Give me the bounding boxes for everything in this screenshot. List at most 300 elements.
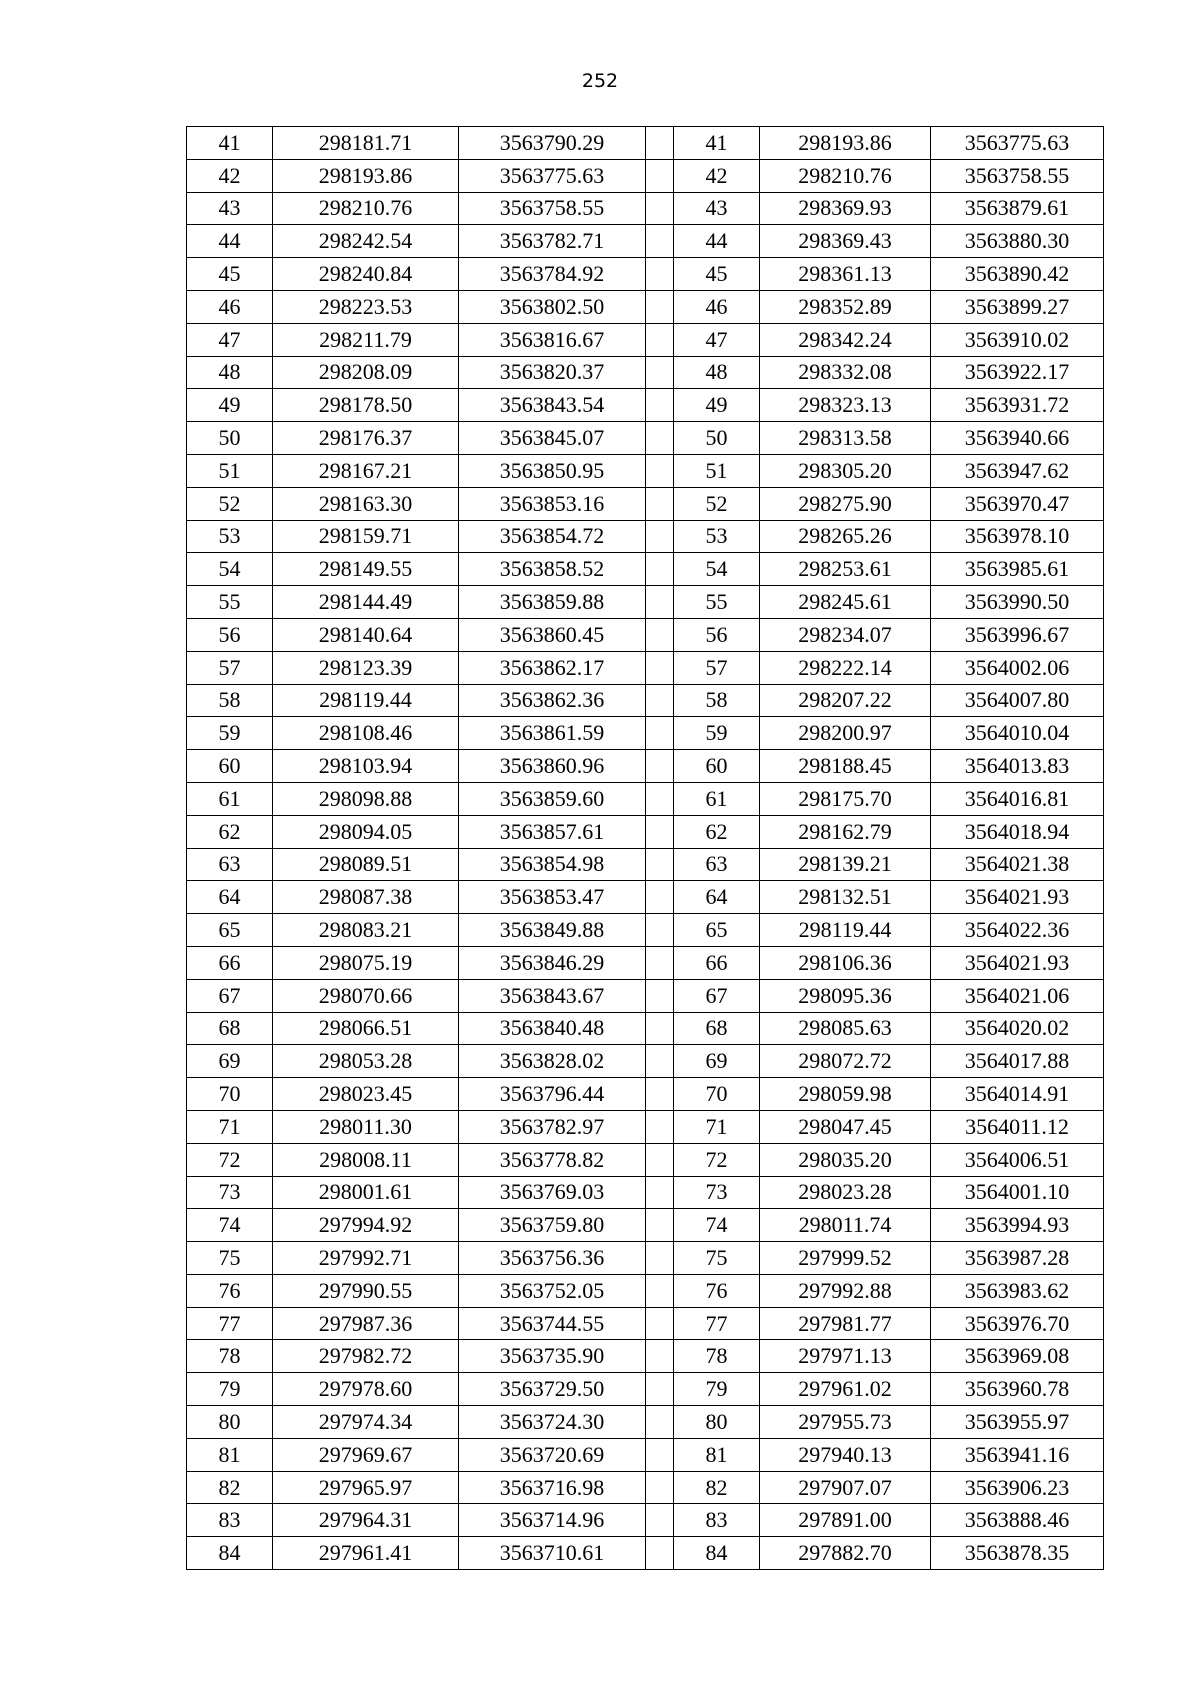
separator-cell — [646, 618, 674, 651]
left-point-number: 64 — [187, 881, 273, 914]
left-point-number: 77 — [187, 1307, 273, 1340]
table-row — [187, 520, 1104, 553]
right-y-coordinate: 3563775.63 — [931, 127, 1104, 160]
left-x-coordinate: 297987.36 — [273, 1307, 459, 1340]
left-point-number: 50 — [187, 422, 273, 455]
table-row — [187, 225, 1104, 258]
right-y-coordinate: 3563878.35 — [931, 1537, 1104, 1570]
separator-cell — [646, 356, 674, 389]
left-x-coordinate: 297969.67 — [273, 1438, 459, 1471]
right-x-coordinate: 298265.26 — [760, 520, 931, 553]
right-point-number: 54 — [674, 553, 760, 586]
right-x-coordinate: 297961.02 — [760, 1373, 931, 1406]
right-x-coordinate: 298253.61 — [760, 553, 931, 586]
table-row — [187, 192, 1104, 225]
left-point-number: 58 — [187, 684, 273, 717]
left-y-coordinate: 3563710.61 — [459, 1537, 646, 1570]
right-point-number: 56 — [674, 618, 760, 651]
left-point-number: 59 — [187, 717, 273, 750]
left-point-number: 52 — [187, 487, 273, 520]
left-y-coordinate: 3563769.03 — [459, 1176, 646, 1209]
left-y-coordinate: 3563729.50 — [459, 1373, 646, 1406]
table-row — [187, 1537, 1104, 1570]
table-row — [187, 717, 1104, 750]
left-x-coordinate: 298176.37 — [273, 422, 459, 455]
left-y-coordinate: 3563854.98 — [459, 848, 646, 881]
table-row — [187, 290, 1104, 323]
left-x-coordinate: 298140.64 — [273, 618, 459, 651]
right-y-coordinate: 3563970.47 — [931, 487, 1104, 520]
left-point-number: 78 — [187, 1340, 273, 1373]
right-y-coordinate: 3563931.72 — [931, 389, 1104, 422]
left-point-number: 65 — [187, 914, 273, 947]
left-point-number: 56 — [187, 618, 273, 651]
left-point-number: 67 — [187, 979, 273, 1012]
right-x-coordinate: 298352.89 — [760, 290, 931, 323]
right-y-coordinate: 3563758.55 — [931, 159, 1104, 192]
left-point-number: 75 — [187, 1242, 273, 1275]
right-y-coordinate: 3563985.61 — [931, 553, 1104, 586]
left-point-number: 83 — [187, 1504, 273, 1537]
left-x-coordinate: 298181.71 — [273, 127, 459, 160]
right-point-number: 58 — [674, 684, 760, 717]
left-x-coordinate: 298001.61 — [273, 1176, 459, 1209]
left-y-coordinate: 3563859.88 — [459, 586, 646, 619]
right-point-number: 47 — [674, 323, 760, 356]
right-point-number: 69 — [674, 1045, 760, 1078]
right-y-coordinate: 3564013.83 — [931, 750, 1104, 783]
left-y-coordinate: 3563843.67 — [459, 979, 646, 1012]
table-row — [187, 1406, 1104, 1439]
left-x-coordinate: 297992.71 — [273, 1242, 459, 1275]
right-x-coordinate: 298207.22 — [760, 684, 931, 717]
left-y-coordinate: 3563816.67 — [459, 323, 646, 356]
separator-cell — [646, 225, 674, 258]
right-x-coordinate: 297882.70 — [760, 1537, 931, 1570]
separator-cell — [646, 881, 674, 914]
left-point-number: 54 — [187, 553, 273, 586]
left-point-number: 79 — [187, 1373, 273, 1406]
table-row — [187, 684, 1104, 717]
right-x-coordinate: 298210.76 — [760, 159, 931, 192]
right-y-coordinate: 3564010.04 — [931, 717, 1104, 750]
separator-cell — [646, 1340, 674, 1373]
right-y-coordinate: 3563996.67 — [931, 618, 1104, 651]
left-y-coordinate: 3563857.61 — [459, 815, 646, 848]
right-point-number: 77 — [674, 1307, 760, 1340]
left-y-coordinate: 3563724.30 — [459, 1406, 646, 1439]
left-point-number: 46 — [187, 290, 273, 323]
right-point-number: 46 — [674, 290, 760, 323]
separator-cell — [646, 684, 674, 717]
right-y-coordinate: 3563969.08 — [931, 1340, 1104, 1373]
left-point-number: 70 — [187, 1078, 273, 1111]
left-x-coordinate: 298070.66 — [273, 979, 459, 1012]
right-x-coordinate: 298035.20 — [760, 1143, 931, 1176]
table-row — [187, 389, 1104, 422]
table-row — [187, 159, 1104, 192]
left-y-coordinate: 3563775.63 — [459, 159, 646, 192]
right-x-coordinate: 298193.86 — [760, 127, 931, 160]
left-x-coordinate: 298098.88 — [273, 782, 459, 815]
left-x-coordinate: 298211.79 — [273, 323, 459, 356]
left-point-number: 81 — [187, 1438, 273, 1471]
left-y-coordinate: 3563860.45 — [459, 618, 646, 651]
right-point-number: 59 — [674, 717, 760, 750]
left-x-coordinate: 298123.39 — [273, 651, 459, 684]
table-row — [187, 1143, 1104, 1176]
right-x-coordinate: 298275.90 — [760, 487, 931, 520]
left-y-coordinate: 3563784.92 — [459, 258, 646, 291]
separator-cell — [646, 1471, 674, 1504]
left-y-coordinate: 3563714.96 — [459, 1504, 646, 1537]
left-x-coordinate: 298094.05 — [273, 815, 459, 848]
left-y-coordinate: 3563862.17 — [459, 651, 646, 684]
right-y-coordinate: 3564021.38 — [931, 848, 1104, 881]
table-row — [187, 553, 1104, 586]
left-x-coordinate: 298167.21 — [273, 454, 459, 487]
right-point-number: 55 — [674, 586, 760, 619]
right-y-coordinate: 3563947.62 — [931, 454, 1104, 487]
left-y-coordinate: 3563854.72 — [459, 520, 646, 553]
separator-cell — [646, 1274, 674, 1307]
left-x-coordinate: 297994.92 — [273, 1209, 459, 1242]
right-y-coordinate: 3563990.50 — [931, 586, 1104, 619]
left-y-coordinate: 3563859.60 — [459, 782, 646, 815]
right-point-number: 70 — [674, 1078, 760, 1111]
right-x-coordinate: 298162.79 — [760, 815, 931, 848]
left-y-coordinate: 3563858.52 — [459, 553, 646, 586]
right-y-coordinate: 3563955.97 — [931, 1406, 1104, 1439]
right-x-coordinate: 298119.44 — [760, 914, 931, 947]
table-row — [187, 1110, 1104, 1143]
left-x-coordinate: 298011.30 — [273, 1110, 459, 1143]
left-y-coordinate: 3563778.82 — [459, 1143, 646, 1176]
separator-cell — [646, 979, 674, 1012]
left-point-number: 47 — [187, 323, 273, 356]
right-point-number: 80 — [674, 1406, 760, 1439]
left-y-coordinate: 3563796.44 — [459, 1078, 646, 1111]
table-row — [187, 848, 1104, 881]
right-y-coordinate: 3564007.80 — [931, 684, 1104, 717]
left-y-coordinate: 3563840.48 — [459, 1012, 646, 1045]
table-row — [187, 487, 1104, 520]
left-point-number: 42 — [187, 159, 273, 192]
table-row — [187, 422, 1104, 455]
table-row — [187, 454, 1104, 487]
right-y-coordinate: 3563994.93 — [931, 1209, 1104, 1242]
table-row — [187, 1078, 1104, 1111]
separator-cell — [646, 258, 674, 291]
right-x-coordinate: 298305.20 — [760, 454, 931, 487]
left-y-coordinate: 3563843.54 — [459, 389, 646, 422]
right-y-coordinate: 3563987.28 — [931, 1242, 1104, 1275]
right-x-coordinate: 298047.45 — [760, 1110, 931, 1143]
left-x-coordinate: 298210.76 — [273, 192, 459, 225]
left-point-number: 82 — [187, 1471, 273, 1504]
separator-cell — [646, 159, 674, 192]
separator-cell — [646, 192, 674, 225]
left-y-coordinate: 3563782.97 — [459, 1110, 646, 1143]
separator-cell — [646, 1110, 674, 1143]
right-x-coordinate: 298234.07 — [760, 618, 931, 651]
left-point-number: 62 — [187, 815, 273, 848]
left-point-number: 44 — [187, 225, 273, 258]
left-y-coordinate: 3563735.90 — [459, 1340, 646, 1373]
left-y-coordinate: 3563853.16 — [459, 487, 646, 520]
left-point-number: 53 — [187, 520, 273, 553]
right-x-coordinate: 297981.77 — [760, 1307, 931, 1340]
left-x-coordinate: 297974.34 — [273, 1406, 459, 1439]
right-point-number: 53 — [674, 520, 760, 553]
separator-cell — [646, 454, 674, 487]
left-x-coordinate: 298103.94 — [273, 750, 459, 783]
right-point-number: 49 — [674, 389, 760, 422]
right-x-coordinate: 297955.73 — [760, 1406, 931, 1439]
right-point-number: 83 — [674, 1504, 760, 1537]
right-point-number: 78 — [674, 1340, 760, 1373]
separator-cell — [646, 127, 674, 160]
right-point-number: 79 — [674, 1373, 760, 1406]
right-y-coordinate: 3564002.06 — [931, 651, 1104, 684]
right-x-coordinate: 297971.13 — [760, 1340, 931, 1373]
separator-cell — [646, 1373, 674, 1406]
left-x-coordinate: 297964.31 — [273, 1504, 459, 1537]
table-row — [187, 946, 1104, 979]
right-y-coordinate: 3564014.91 — [931, 1078, 1104, 1111]
right-point-number: 51 — [674, 454, 760, 487]
left-x-coordinate: 298053.28 — [273, 1045, 459, 1078]
separator-cell — [646, 1242, 674, 1275]
table-row — [187, 258, 1104, 291]
right-y-coordinate: 3563983.62 — [931, 1274, 1104, 1307]
table-row — [187, 1176, 1104, 1209]
left-y-coordinate: 3563820.37 — [459, 356, 646, 389]
left-point-number: 73 — [187, 1176, 273, 1209]
left-x-coordinate: 298108.46 — [273, 717, 459, 750]
left-x-coordinate: 298242.54 — [273, 225, 459, 258]
left-x-coordinate: 298240.84 — [273, 258, 459, 291]
right-x-coordinate: 298369.43 — [760, 225, 931, 258]
left-y-coordinate: 3563849.88 — [459, 914, 646, 947]
separator-cell — [646, 1209, 674, 1242]
coordinates-table — [186, 126, 1104, 1570]
table-row — [187, 1274, 1104, 1307]
right-point-number: 62 — [674, 815, 760, 848]
separator-cell — [646, 1045, 674, 1078]
right-point-number: 68 — [674, 1012, 760, 1045]
separator-cell — [646, 1143, 674, 1176]
left-x-coordinate: 298008.11 — [273, 1143, 459, 1176]
right-y-coordinate: 3563880.30 — [931, 225, 1104, 258]
left-point-number: 68 — [187, 1012, 273, 1045]
right-point-number: 71 — [674, 1110, 760, 1143]
right-x-coordinate: 298175.70 — [760, 782, 931, 815]
table-row — [187, 1504, 1104, 1537]
separator-cell — [646, 553, 674, 586]
left-x-coordinate: 298023.45 — [273, 1078, 459, 1111]
right-point-number: 41 — [674, 127, 760, 160]
left-point-number: 48 — [187, 356, 273, 389]
left-y-coordinate: 3563860.96 — [459, 750, 646, 783]
left-point-number: 74 — [187, 1209, 273, 1242]
right-x-coordinate: 297907.07 — [760, 1471, 931, 1504]
separator-cell — [646, 1012, 674, 1045]
right-x-coordinate: 298059.98 — [760, 1078, 931, 1111]
left-y-coordinate: 3563845.07 — [459, 422, 646, 455]
right-y-coordinate: 3563960.78 — [931, 1373, 1104, 1406]
right-y-coordinate: 3563976.70 — [931, 1307, 1104, 1340]
separator-cell — [646, 323, 674, 356]
separator-cell — [646, 389, 674, 422]
right-x-coordinate: 298085.63 — [760, 1012, 931, 1045]
table-row — [187, 618, 1104, 651]
left-x-coordinate: 298208.09 — [273, 356, 459, 389]
separator-cell — [646, 782, 674, 815]
right-y-coordinate: 3564021.93 — [931, 881, 1104, 914]
separator-cell — [646, 1504, 674, 1537]
separator-cell — [646, 1078, 674, 1111]
table-row — [187, 1340, 1104, 1373]
right-y-coordinate: 3563941.16 — [931, 1438, 1104, 1471]
right-x-coordinate: 297999.52 — [760, 1242, 931, 1275]
right-point-number: 61 — [674, 782, 760, 815]
right-y-coordinate: 3563899.27 — [931, 290, 1104, 323]
right-point-number: 66 — [674, 946, 760, 979]
left-x-coordinate: 298178.50 — [273, 389, 459, 422]
right-x-coordinate: 298132.51 — [760, 881, 931, 914]
table-row — [187, 1012, 1104, 1045]
right-point-number: 81 — [674, 1438, 760, 1471]
right-point-number: 64 — [674, 881, 760, 914]
right-y-coordinate: 3564020.02 — [931, 1012, 1104, 1045]
left-x-coordinate: 298223.53 — [273, 290, 459, 323]
left-point-number: 71 — [187, 1110, 273, 1143]
left-x-coordinate: 298193.86 — [273, 159, 459, 192]
table-row — [187, 914, 1104, 947]
right-y-coordinate: 3564011.12 — [931, 1110, 1104, 1143]
right-y-coordinate: 3564022.36 — [931, 914, 1104, 947]
right-y-coordinate: 3564018.94 — [931, 815, 1104, 848]
left-point-number: 57 — [187, 651, 273, 684]
separator-cell — [646, 717, 674, 750]
left-point-number: 51 — [187, 454, 273, 487]
left-x-coordinate: 298087.38 — [273, 881, 459, 914]
separator-cell — [646, 520, 674, 553]
table-row — [187, 750, 1104, 783]
right-y-coordinate: 3563922.17 — [931, 356, 1104, 389]
right-point-number: 67 — [674, 979, 760, 1012]
separator-cell — [646, 848, 674, 881]
right-point-number: 42 — [674, 159, 760, 192]
table-row — [187, 1209, 1104, 1242]
left-point-number: 55 — [187, 586, 273, 619]
table-row — [187, 815, 1104, 848]
table-row — [187, 1471, 1104, 1504]
left-y-coordinate: 3563790.29 — [459, 127, 646, 160]
left-y-coordinate: 3563846.29 — [459, 946, 646, 979]
right-x-coordinate: 298323.13 — [760, 389, 931, 422]
right-x-coordinate: 298200.97 — [760, 717, 931, 750]
left-y-coordinate: 3563720.69 — [459, 1438, 646, 1471]
left-point-number: 80 — [187, 1406, 273, 1439]
left-point-number: 69 — [187, 1045, 273, 1078]
table-row — [187, 323, 1104, 356]
left-point-number: 72 — [187, 1143, 273, 1176]
page-number: 252 — [581, 70, 619, 92]
left-y-coordinate: 3563850.95 — [459, 454, 646, 487]
right-x-coordinate: 298222.14 — [760, 651, 931, 684]
right-point-number: 82 — [674, 1471, 760, 1504]
right-x-coordinate: 298011.74 — [760, 1209, 931, 1242]
right-x-coordinate: 298332.08 — [760, 356, 931, 389]
left-y-coordinate: 3563782.71 — [459, 225, 646, 258]
left-x-coordinate: 298089.51 — [273, 848, 459, 881]
left-point-number: 49 — [187, 389, 273, 422]
right-point-number: 73 — [674, 1176, 760, 1209]
right-x-coordinate: 297940.13 — [760, 1438, 931, 1471]
right-point-number: 57 — [674, 651, 760, 684]
right-x-coordinate: 298023.28 — [760, 1176, 931, 1209]
separator-cell — [646, 1176, 674, 1209]
separator-cell — [646, 586, 674, 619]
separator-cell — [646, 1307, 674, 1340]
right-point-number: 72 — [674, 1143, 760, 1176]
table-row — [187, 782, 1104, 815]
left-point-number: 84 — [187, 1537, 273, 1570]
right-point-number: 74 — [674, 1209, 760, 1242]
right-x-coordinate: 298342.24 — [760, 323, 931, 356]
right-point-number: 60 — [674, 750, 760, 783]
table-row — [187, 1373, 1104, 1406]
separator-cell — [646, 1406, 674, 1439]
left-point-number: 61 — [187, 782, 273, 815]
left-point-number: 60 — [187, 750, 273, 783]
right-x-coordinate: 298361.13 — [760, 258, 931, 291]
right-y-coordinate: 3563890.42 — [931, 258, 1104, 291]
coordinates-table-body — [187, 127, 1104, 1570]
left-point-number: 76 — [187, 1274, 273, 1307]
right-point-number: 50 — [674, 422, 760, 455]
right-point-number: 45 — [674, 258, 760, 291]
left-x-coordinate: 298119.44 — [273, 684, 459, 717]
separator-cell — [646, 1537, 674, 1570]
right-x-coordinate: 298095.36 — [760, 979, 931, 1012]
left-x-coordinate: 297978.60 — [273, 1373, 459, 1406]
left-y-coordinate: 3563828.02 — [459, 1045, 646, 1078]
left-x-coordinate: 297965.97 — [273, 1471, 459, 1504]
left-x-coordinate: 298083.21 — [273, 914, 459, 947]
table-row — [187, 651, 1104, 684]
left-y-coordinate: 3563802.50 — [459, 290, 646, 323]
separator-cell — [646, 914, 674, 947]
right-y-coordinate: 3564016.81 — [931, 782, 1104, 815]
right-y-coordinate: 3563940.66 — [931, 422, 1104, 455]
left-point-number: 43 — [187, 192, 273, 225]
right-point-number: 84 — [674, 1537, 760, 1570]
table-row — [187, 356, 1104, 389]
left-y-coordinate: 3563744.55 — [459, 1307, 646, 1340]
left-x-coordinate: 298163.30 — [273, 487, 459, 520]
table-row — [187, 1438, 1104, 1471]
right-y-coordinate: 3563978.10 — [931, 520, 1104, 553]
left-y-coordinate: 3563862.36 — [459, 684, 646, 717]
left-x-coordinate: 298075.19 — [273, 946, 459, 979]
right-y-coordinate: 3563906.23 — [931, 1471, 1104, 1504]
left-point-number: 63 — [187, 848, 273, 881]
table-row — [187, 586, 1104, 619]
left-y-coordinate: 3563756.36 — [459, 1242, 646, 1275]
